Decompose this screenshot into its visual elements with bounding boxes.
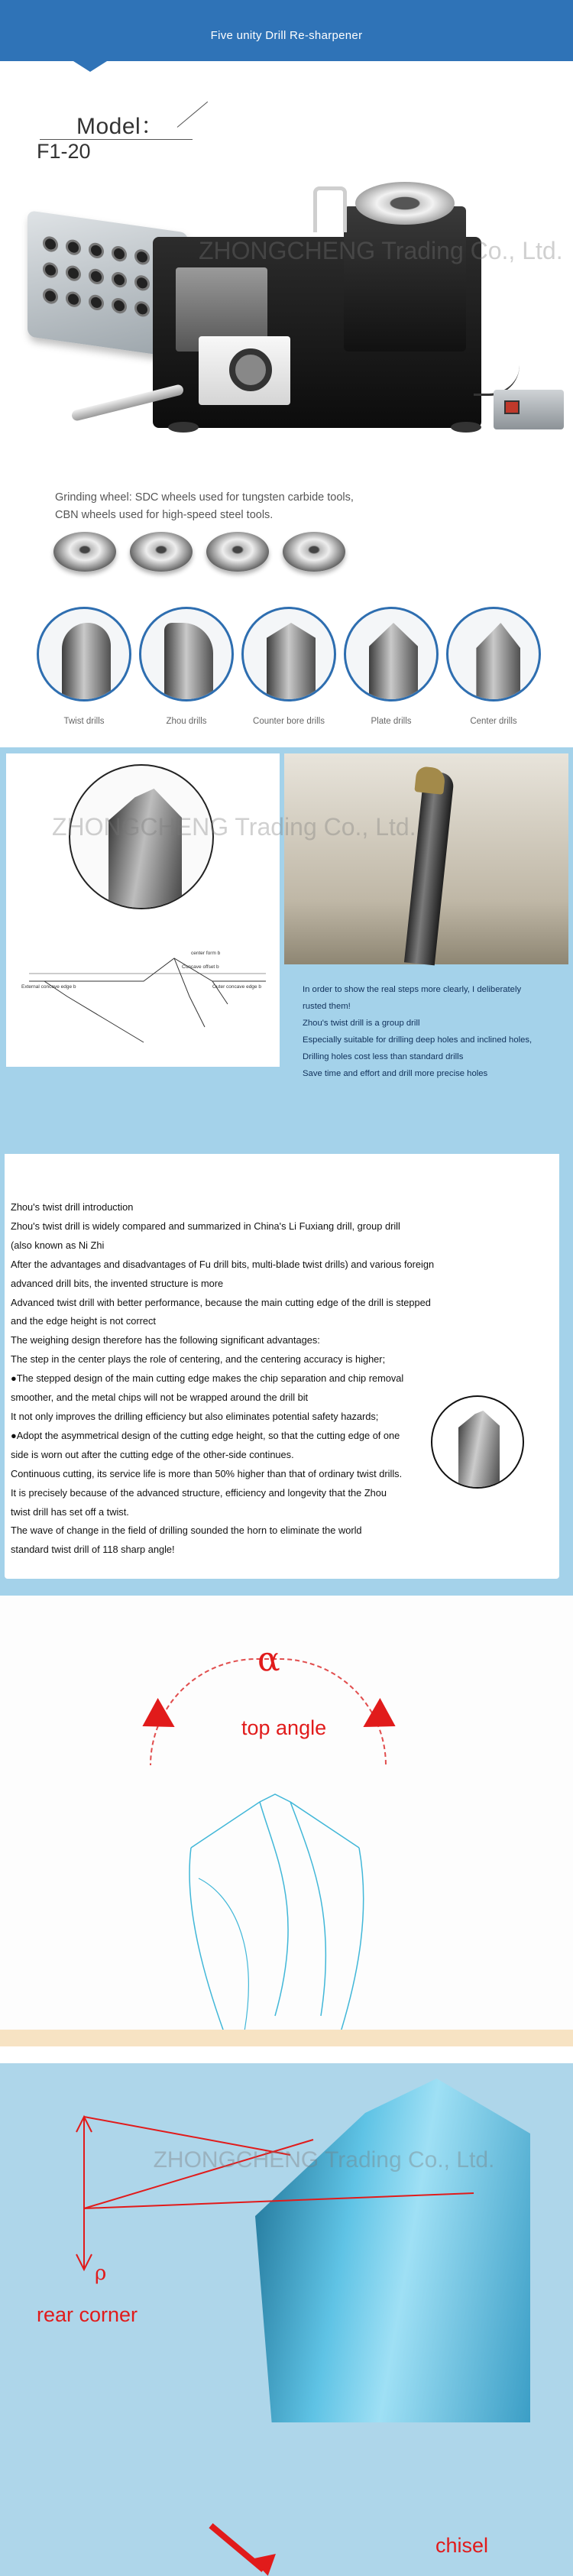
intro-line: and the edge height is not correct xyxy=(11,1315,156,1327)
drill-type-label: Plate drills xyxy=(371,717,412,726)
feature-line: Zhou's twist drill is a group drill xyxy=(303,1019,420,1028)
drill-type-label: Twist drills xyxy=(63,717,105,726)
intro-line: smoother, and the metal chips will not be wrapped around the drill bit xyxy=(11,1392,309,1404)
grinding-wheel-text xyxy=(55,489,354,524)
schematic-drawing xyxy=(21,951,274,1050)
banner-pointer xyxy=(73,61,107,72)
intro-line: twist drill has set off a twist. xyxy=(11,1505,129,1518)
chisel-section xyxy=(0,2423,573,2576)
page-title: Five unity Drill Re-sharpener xyxy=(210,29,363,42)
intro-line: ●The stepped design of the main cutting edge makes the chip separation and chip removal xyxy=(11,1372,404,1385)
collet-holder xyxy=(229,348,272,391)
intro-line: It not only improves the drilling efficiency but also eliminates potential safety hazards; xyxy=(11,1410,379,1422)
feature-line: Especially suitable for drilling deep holes and inclined holes, xyxy=(303,1035,533,1045)
machine-image xyxy=(23,176,563,512)
twist-drill-image xyxy=(37,607,131,702)
grinding-wheel xyxy=(283,532,345,572)
introduction-card xyxy=(5,1154,559,1579)
schematic-tag: center form b xyxy=(191,951,221,956)
power-switch-box xyxy=(494,390,564,429)
product-overview-section xyxy=(0,61,573,747)
grinding-wheels xyxy=(53,532,451,585)
intro-line: The wave of change in the field of drilling sounded the horn to eliminate the world xyxy=(11,1525,362,1537)
top-angle-section xyxy=(0,1596,573,2046)
chisel-label: chisel xyxy=(435,2534,489,2557)
intro-line: Zhou's twist drill introduction xyxy=(11,1201,134,1213)
machine-foot xyxy=(451,422,481,433)
chisel-arrow-icon xyxy=(252,2554,280,2576)
header-banner xyxy=(0,0,573,61)
drill-type-item xyxy=(136,607,237,737)
zhou-drill-thumbnail xyxy=(431,1395,524,1489)
introduction-text xyxy=(11,1198,469,1560)
intro-line: side is worn out after the cutting edge of the other-side continues. xyxy=(11,1448,294,1460)
model-label: Model： xyxy=(76,114,164,139)
counter-bore-drill-image xyxy=(241,607,336,702)
schematic-tag: Outer concave edge b xyxy=(212,984,261,990)
drill-type-label: Counter bore drills xyxy=(253,717,325,726)
rusted-drill-photo xyxy=(284,753,568,964)
power-switch-icon xyxy=(504,400,520,414)
intro-line: ●Adopt the asymmetrical design of the cutting edge height, so that the cutting edge of one xyxy=(11,1429,400,1441)
machine-handle xyxy=(313,186,347,232)
zhou-detail-section xyxy=(0,747,573,1145)
rear-corner-label: rear corner xyxy=(37,2303,138,2326)
rusted-drill-bit xyxy=(404,771,455,966)
intro-line: After the advantages and disadvantages of Fu drill bits, multi-blade twist drills) and various foreign xyxy=(11,1258,435,1270)
drill-type-item xyxy=(341,607,442,737)
wheel-text-line: Grinding wheel: SDC wheels used for tungsten carbide tools, xyxy=(55,491,354,504)
model-slash xyxy=(177,102,208,128)
watermark: ZHONGCHENG Trading Co., Ltd. xyxy=(153,2147,495,2173)
zhou-feature-list xyxy=(303,981,570,1082)
rear-corner-lines xyxy=(61,2109,489,2292)
schematic-tag: External concave edge b xyxy=(21,984,76,990)
drill-type-label: Zhou drills xyxy=(166,717,207,726)
drill-type-item xyxy=(34,607,134,737)
step-schematic xyxy=(21,951,274,1050)
rear-corner-section xyxy=(0,2063,573,2423)
intro-line: The weighing design therefore has the following significant advantages: xyxy=(11,1334,320,1346)
alpha-symbol: α xyxy=(257,1640,280,1679)
machine-tower xyxy=(344,206,466,352)
model-code: F1-20 xyxy=(37,140,91,163)
intro-line: advanced drill bits, the invented structure is more xyxy=(11,1277,224,1289)
drill-tip xyxy=(414,766,445,795)
introduction-section xyxy=(0,1145,573,1596)
feature-line: Drilling holes cost less than standard drills xyxy=(303,1052,464,1061)
intro-line: It is precisely because of the advanced structure, efficiency and longevity that the Zhou xyxy=(11,1486,387,1499)
drill-type-item xyxy=(238,607,339,737)
intro-line: Continuous cutting, its service life is more than 50% higher than that of ordinary twist drills. xyxy=(11,1467,403,1479)
intro-line: standard twist drill of 118 sharp angle! xyxy=(11,1544,175,1556)
top-angle-label: top angle xyxy=(241,1716,327,1739)
zhou-drill-image xyxy=(139,607,234,702)
drill-outline-drawing xyxy=(183,1787,374,2046)
watermark: ZHONGCHENG Trading Co., Ltd. xyxy=(199,237,563,264)
intro-line: Zhou's twist drill is widely compared and summarized in China's Li Fuxiang drill, group drill xyxy=(11,1220,400,1232)
grinding-wheel xyxy=(130,532,193,572)
feature-line: rusted them! xyxy=(303,1002,351,1011)
drill-types-row xyxy=(34,607,553,737)
grinding-wheel xyxy=(53,532,116,572)
intro-line: The step in the center plays the role of centering, and the centering accuracy is higher; xyxy=(11,1353,386,1366)
plate-drill-image xyxy=(344,607,439,702)
grinding-wheel xyxy=(206,532,269,572)
machine-foot xyxy=(168,422,199,433)
machine-chuck xyxy=(355,182,455,225)
feature-line: In order to show the real steps more clearly, I deliberately xyxy=(303,985,522,994)
feature-line: Save time and effort and drill more precise holes xyxy=(303,1069,488,1078)
intro-line: (also known as Ni Zhi xyxy=(11,1239,105,1251)
rho-symbol: ρ xyxy=(95,2262,107,2285)
watermark: ZHONGCHENG Trading Co., Ltd. xyxy=(52,813,416,841)
center-drill-image xyxy=(446,607,541,702)
drill-type-item xyxy=(443,607,544,737)
schematic-tag: Concave offset b xyxy=(182,964,219,970)
drill-type-label: Center drills xyxy=(470,717,517,726)
wheel-text-line: CBN wheels used for high-speed steel tools. xyxy=(55,509,274,521)
intro-line: Advanced twist drill with better performance, because the main cutting edge of the drill is stepped xyxy=(11,1296,431,1308)
